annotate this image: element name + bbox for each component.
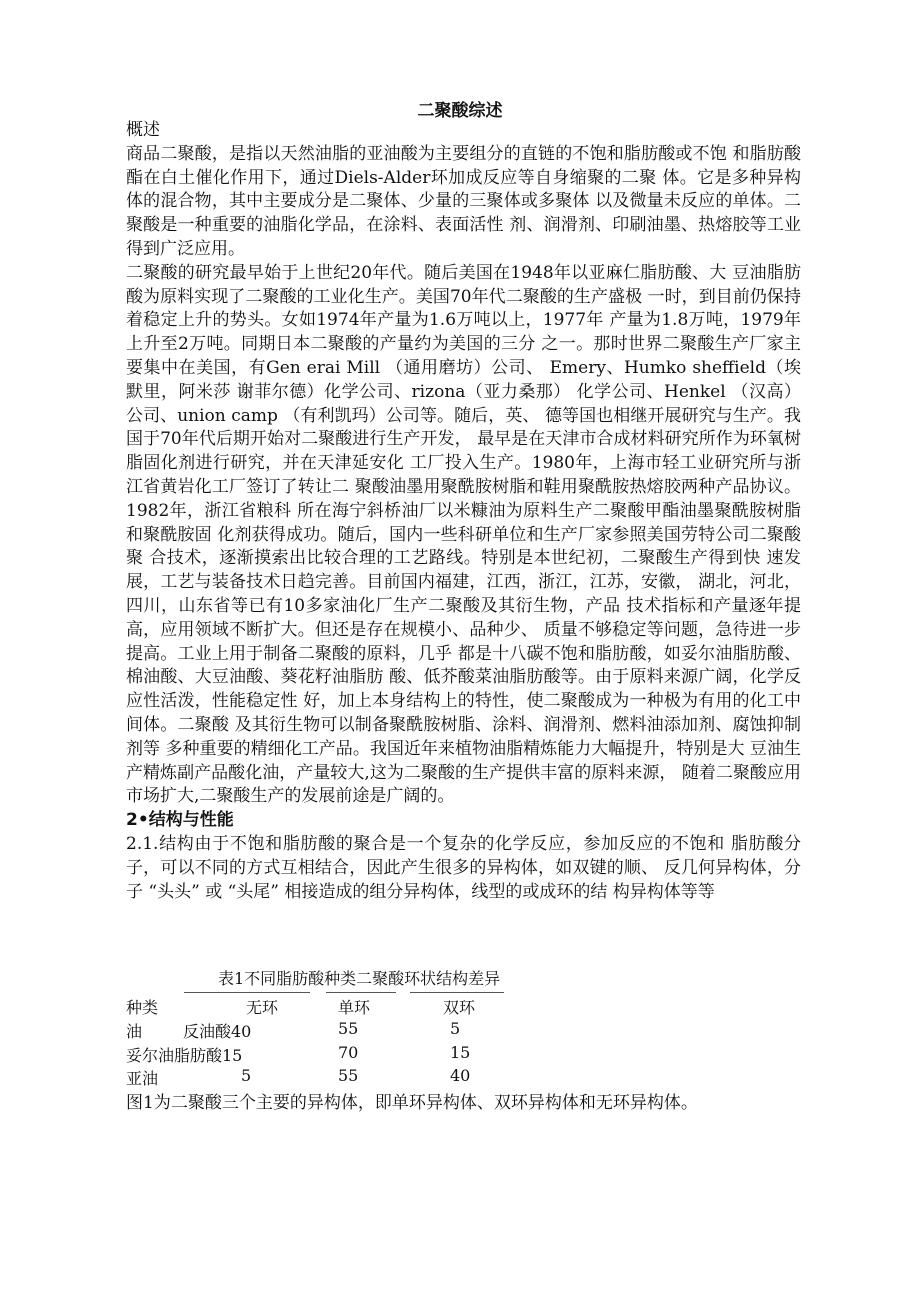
table-header-cell: 无环 (246, 998, 279, 1017)
table-rule (184, 992, 310, 993)
table-row (126, 1043, 686, 1067)
table-row (126, 1019, 686, 1043)
table-header-cell: 单环 (338, 998, 371, 1017)
table-cell: 反油酸40 (183, 1022, 252, 1041)
table-rule (326, 992, 396, 993)
table-caption: 表1不同脂肪酸种类二聚酸环状结构差异 (218, 969, 501, 988)
table-cell: 油 (126, 1022, 143, 1041)
document-body (126, 119, 801, 904)
table-header-row (126, 995, 686, 1019)
table-cell: 70 (338, 1043, 359, 1062)
paragraph-definition: 商品二聚酸，是指以天然油脂的亚油酸为主要组分的直链的不饱和脂肪酸或不饱 和脂肪酸酯在白土催化作用下，通过Diels-Alder环加成反应等自身缩聚的二聚 体。它是多种异构体的混合物，其中主要成分是二聚体、少量的三聚体或多聚体 以及微量未反应的单体。二聚酸是一种重要的油脂化学品，在涂料、表面活性 剂、润滑剂、印刷油墨、热熔胶等工业得到广泛应用。 (126, 143, 801, 259)
table-cell: 5 (241, 1066, 252, 1085)
paragraph-history: 二聚酸的研究最早始于上世纪20年代。随后美国在1948年以亚麻仁脂肪酸、大 豆油脂肪酸为原料实现了二聚酸的工业化生产。美国70年代二聚酸的生产盛极 一时，到目前仍保持着稳定上升的势头。女如1974年产量为1.6万吨以上，1977年 产量为1.8万吨，1979年上升至2万吨。同期日本二聚酸的产量约为美国的三分 之一。那时世界二聚酸生产厂家主要集中在美国，有Gen erai Mill （通用磨坊）公司、 Emery、Humko sheffield（埃默里，阿米莎 谢菲尔德）化学公司、rizona（亚力桑那） 化学公司、Henkel （汉高）公司、union camp （有利凯玛）公司等。随后，英、 德等国也相继开展研究与生产。我国于70年代后期开始对二聚酸进行生产开发， 最早是在天津市合成材料研究所作为环氧树脂固化剂进行研究，并在天津延安化 工厂投入生产。1980年，上海市轻工业研究所与浙江省黄岩化工厂签订了转让二 聚酸油墨用聚酰胺树脂和鞋用聚酰胺热熔胶两种产品协议。1982年，浙江省粮科 所在海宁斜桥油厂以米糠油为原料生产二聚酸甲酯油墨聚酰胺树脂和聚酰胺固 化剂获得成功。随后，国内一些科研单位和生产厂家参照美国劳特公司二聚酸聚 合技术，逐渐摸索出比较合理的工艺路线。特别是本世纪初，二聚酸生产得到快 速发展，工艺与装备技术日趋完善。目前国内福建，江西，浙江，江苏，安徽， 湖北，河北，四川，山东省等已有10多家油化厂生产二聚酸及其衍生物，产品 技术指标和产量逐年提高，应用领域不断扩大。但还是存在规模小、品种少、 质量不够稳定等问题，急待进一步提高。工业上用于制备二聚酸的原料，几乎 都是十八碳不饱和脂肪酸，如妥尔油脂肪酸、棉油酸、大豆油酸、葵花籽油脂肪 酸、低芥酸菜油脂肪酸等。由于原料来源广阔，化学反应性活泼，性能稳定性 好，加上本身结构上的特性，使二聚酸成为一种极为有用的化工中间体。二聚酸 及其衍生物可以制备聚酰胺树脂、涂料、润滑剂、燃料油添加剂、腐蚀抑制剂等 多种重要的精细化工产品。我国近年来植物油脂精炼能力大幅提升，特别是大 豆油生产精炼副产品酸化油，产量较大,这为二聚酸的生产提供丰富的原料来源， 随着二聚酸应用市场扩大,二聚酸生产的发展前途是广阔的。 (126, 262, 801, 807)
table-rule (410, 992, 504, 993)
figure-note: 图1为二聚酸三个主要的异构体，即单环异构体、双环异构体和无环异构体。 (126, 1093, 698, 1113)
table-row (126, 1066, 686, 1090)
table-cell: 40 (450, 1066, 471, 1085)
paragraph-structure: 2.1.结构由于不饱和脂肪酸的聚合是一个复杂的化学反应，参加反应的不饱和 脂肪酸分子，可以不同的方式互相结合，因此产生很多的异构体，如双键的顺、 反几何异构体，分子 “头头” 或 “头尾” 相接造成的组分异构体，线型的或成环的结 构异构体等等 (126, 833, 801, 902)
table-cell: 55 (338, 1066, 359, 1085)
table-cell: 亚油 (126, 1069, 159, 1088)
table-header-cell: 双环 (443, 998, 476, 1017)
document-title: 二聚酸综述 (417, 101, 503, 121)
table-cell: 妥尔油脂肪酸15 (126, 1046, 243, 1065)
section-heading: 2•结构与性能 (126, 810, 234, 831)
table-header-cell: 种类 (126, 998, 159, 1017)
table-cell: 5 (450, 1019, 461, 1038)
table-cell: 55 (338, 1019, 359, 1038)
paragraph-overview-heading: 概述 (126, 120, 160, 140)
table-cell: 15 (450, 1043, 471, 1062)
